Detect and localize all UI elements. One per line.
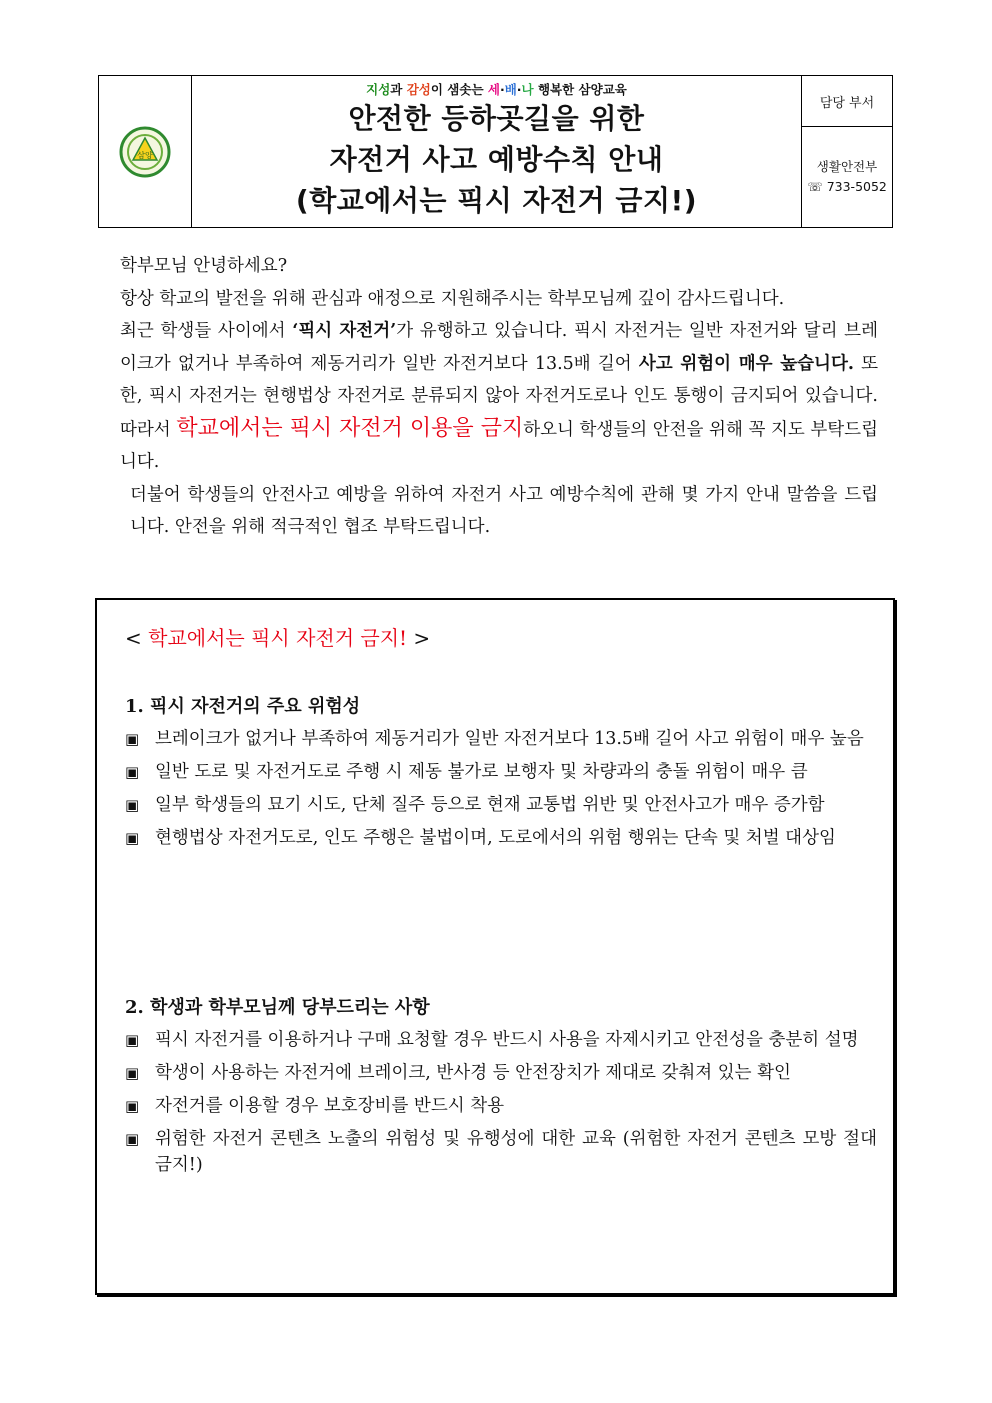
list-item: ▣ 브레이크가 없거나 부족하여 제동거리가 일반 자전거보다 13.5배 길어 사고 위험이 매우 높음 xyxy=(125,726,877,752)
square-bullet-icon: ▣ xyxy=(125,763,140,781)
list-item: ▣ 픽시 자전거를 이용하거나 구매 요청할 경우 반드시 사용을 자제시키고 안전성을 충분히 설명 xyxy=(125,1027,877,1053)
dept-cell xyxy=(802,76,892,227)
title-line-1: 안전한 등하곳길을 위한 xyxy=(348,102,645,135)
school-slogan: 지성과 감성이 샘솟는 세·배·나 행복한 삼양교육 xyxy=(366,82,627,97)
svg-text:삼양: 삼양 xyxy=(137,150,153,160)
square-bullet-icon: ▣ xyxy=(125,1064,140,1082)
paragraph-1: 항상 학교의 발전을 위해 관심과 애정으로 지원해주시는 학부모님께 깊이 감사드립니다. xyxy=(120,288,785,309)
title-line-2: 자전거 사고 예방수칙 안내 xyxy=(329,143,664,176)
dept-label: 담당 부서 xyxy=(802,76,892,127)
list-item: ▣ 일부 학생들의 묘기 시도, 단체 질주 등으로 현재 교통법 위반 및 안전사고가 매우 증가함 xyxy=(125,792,877,818)
square-bullet-icon: ▣ xyxy=(125,829,140,847)
high-risk-emphasis: 사고 위험이 매우 높습니다. xyxy=(638,353,854,374)
title-cell xyxy=(192,76,802,227)
dept-phone: ☏ 733-5052 xyxy=(807,179,887,194)
school-logo-icon xyxy=(119,126,171,178)
square-bullet-icon: ▣ xyxy=(125,730,140,748)
guideline-box xyxy=(95,598,895,1295)
header-table xyxy=(98,75,893,228)
list-item: ▣ 일반 도로 및 자전거도로 주행 시 제동 불가로 보행자 및 차량과의 충돌 위험이 매우 큼 xyxy=(125,759,877,785)
logo-cell xyxy=(99,76,192,227)
section-heading: 2. 학생과 학부모님께 당부드리는 사항 xyxy=(125,997,430,1018)
box-title: < 학교에서는 픽시 자전거 금지! > xyxy=(125,626,431,650)
greeting: 학부모님 안녕하세요? xyxy=(120,256,288,276)
section-risks xyxy=(125,692,877,858)
dept-info xyxy=(802,127,892,227)
square-bullet-icon: ▣ xyxy=(125,1031,140,1049)
paragraph-3: 더불어 학생들의 안전사고 예방을 위하여 자전거 사고 예방수칙에 관해 몇 가지 안내 말씀을 드립니다. 안전을 위해 적극적인 협조 부탁드립니다. xyxy=(130,484,878,537)
section-heading: 1. 픽시 자전거의 주요 위험성 xyxy=(125,696,361,717)
square-bullet-icon: ▣ xyxy=(125,796,140,814)
list-item: ▣ 자전거를 이용할 경우 보호장비를 반드시 착용 xyxy=(125,1093,877,1119)
letter-body xyxy=(110,250,878,544)
list-item: ▣ 위험한 자전거 콘텐츠 노출의 위험성 및 유행성에 대한 교육 (위험한 자전거 콘텐츠 모방 절대 금지!) xyxy=(125,1126,877,1178)
section-requests xyxy=(125,993,877,1185)
ban-notice: 학교에서는 픽시 자전거 이용을 금지 xyxy=(176,415,524,441)
square-bullet-icon: ▣ xyxy=(125,1130,140,1148)
paragraph-2: 최근 학생들 사이에서 ‘픽시 자전거’가 유행하고 있습니다. 픽시 자전거는 일반 자전거와 달리 브레이크가 없거나 부족하여 제동거리가 일반 자전거보다 13.5배 길어 사고 위험이 매우 높습니다. 또한, 픽시 자전거는 현행법상 자전거로 분류되지 않아 자전거도로나 인도 통행이 금지되어 있습니다. 따라서 학교에서는 픽시 자전거 이용을 금지하오니 학생들의 안전을 위해 꼭 지도 부탁드립니다. xyxy=(120,321,879,472)
list-item: ▣ 학생이 사용하는 자전거에 브레이크, 반사경 등 안전장치가 제대로 갖춰져 있는 확인 xyxy=(125,1060,877,1086)
dept-name: 생활안전부 xyxy=(816,159,878,174)
title-line-3: (학교에서는 픽시 자전거 금지!) xyxy=(295,184,698,217)
list-item: ▣ 현행법상 자전거도로, 인도 주행은 불법이며, 도로에서의 위험 행위는 단속 및 처벌 대상임 xyxy=(125,825,877,851)
square-bullet-icon: ▣ xyxy=(125,1097,140,1115)
pixie-bike-term: ‘픽시 자전거’ xyxy=(292,321,397,341)
